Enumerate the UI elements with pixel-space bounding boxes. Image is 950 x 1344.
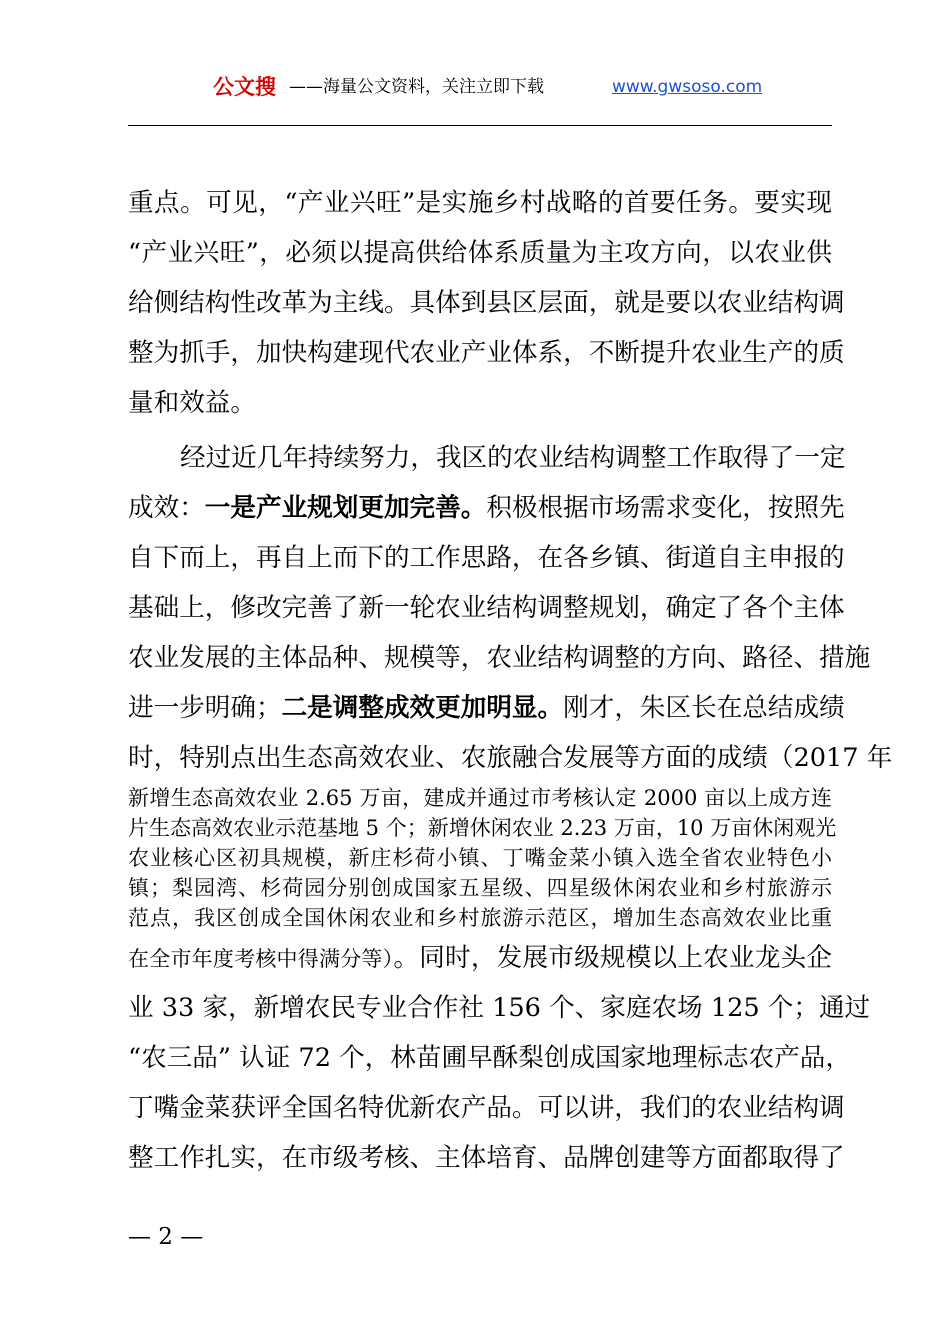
text-run: 成效： bbox=[128, 493, 205, 523]
text-run: 刚才，朱区长在总结成绩 bbox=[563, 693, 845, 723]
note-tail: 在全市年度考核中得满分等） bbox=[128, 947, 394, 971]
text-line: 农业发展的主体品种、规模等，农业结构调整的方向、路径、措施 bbox=[128, 643, 871, 673]
text-run: 。同时，发展市级规模以上农业龙头企 bbox=[393, 943, 832, 973]
note-line: 片生态高效农业示范基地 5 个；新增休闲农业 2.23 万亩，10 万亩休闲观光 bbox=[128, 816, 837, 840]
text-line: 量和效益。 bbox=[128, 388, 256, 418]
brand-logo: 公文搜 bbox=[213, 75, 276, 99]
page-number: — 2 — bbox=[128, 1224, 204, 1250]
note-line: 镇；梨园湾、杉荷园分别创成国家五星级、四星级休闲农业和乡村旅游示 bbox=[128, 876, 832, 900]
note-line: 农业核心区初具规模，新庄杉荷小镇、丁嘴金菜小镇入选全省农业特色小 bbox=[128, 846, 832, 870]
website-link[interactable]: www.gwsoso.com bbox=[612, 77, 763, 97]
text-line: 整为抓手，加快构建现代农业产业体系，不断提升农业生产的质 bbox=[128, 338, 845, 368]
note-line: 范点，我区创成全国休闲农业和乡村旅游示范区，增加生态高效农业比重 bbox=[128, 906, 832, 930]
header-divider bbox=[128, 125, 832, 126]
text-line: 自下而上，再自上而下的工作思路，在各乡镇、街道自主申报的 bbox=[128, 543, 845, 573]
text-line bbox=[128, 683, 845, 733]
text-line: “产业兴旺”，必须以提高供给体系质量为主攻方向，以农业供 bbox=[128, 238, 832, 268]
text-run: 积极根据市场需求变化，按照先 bbox=[486, 493, 845, 523]
text-line: “农三品” 认证 72 个，林苗圃早酥梨创成国家地理标志农产品， bbox=[128, 1043, 851, 1073]
document-body bbox=[128, 178, 893, 1183]
text-line: 整工作扎实，在市级考核、主体培育、品牌创建等方面都取得了 bbox=[128, 1143, 845, 1173]
point-one-heading: 一是产业规划更加完善。 bbox=[204, 493, 487, 523]
text-line: 基础上，修改完善了新一轮农业结构调整规划，确定了各个主体 bbox=[128, 593, 845, 623]
text-line: 给侧结构性改革为主线。具体到县区层面，就是要以农业结构调 bbox=[128, 288, 845, 318]
text-line: 业 33 家，新增农民专业合作社 156 个、家庭农场 125 个；通过 bbox=[128, 993, 871, 1023]
text-line: 重点。可见，“产业兴旺”是实施乡村战略的首要任务。要实现 bbox=[128, 188, 832, 218]
note-line: 新增生态高效农业 2.65 万亩，建成并通过市考核认定 2000 亩以上成方连 bbox=[128, 786, 832, 810]
header-tagline: ——海量公文资料，关注立即下载 bbox=[289, 77, 544, 97]
page-header bbox=[0, 72, 950, 102]
text-run: 进一步明确； bbox=[128, 693, 282, 723]
text-line: 丁嘴金菜获评全国名特优新农产品。可以讲，我们的农业结构调 bbox=[128, 1093, 845, 1123]
text-line bbox=[128, 933, 832, 983]
point-two-heading: 二是调整成效更加明显。 bbox=[281, 693, 564, 723]
text-line bbox=[128, 483, 845, 533]
text-line: 时，特别点出生态高效农业、农旅融合发展等方面的成绩（2017 年 bbox=[128, 743, 893, 773]
text-line: 经过近几年持续努力，我区的农业结构调整工作取得了一定 bbox=[180, 443, 846, 473]
